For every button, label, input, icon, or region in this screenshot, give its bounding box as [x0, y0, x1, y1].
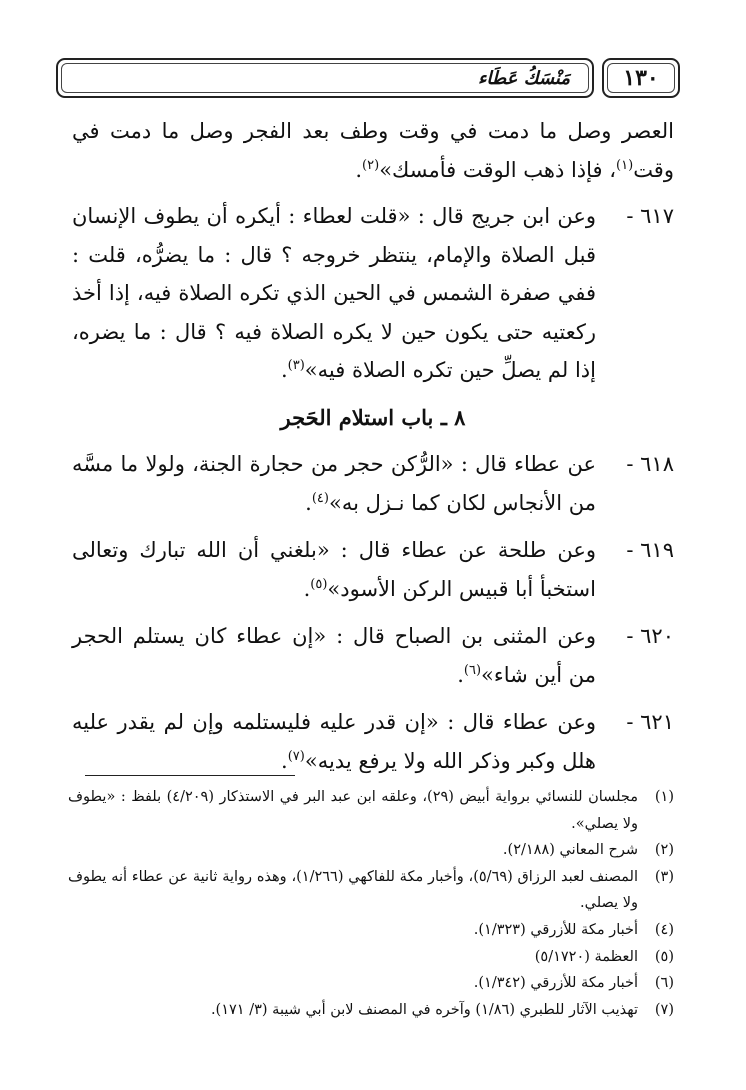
- entry-text: وعن عطاء قال : «إن قدر عليه فليستلمه وإن لم يقدر عليه هلل وكبر وذكر الله ولا يرفع يديه»$^{(٧)}$.: [72, 710, 596, 773]
- entry-618: [72, 445, 674, 522]
- footnote-divider: [85, 775, 295, 776]
- footnote-number: (٤): [654, 921, 674, 938]
- footnote-1: [68, 784, 674, 837]
- footnote-text: أخبار مكة للأزرقي (١/٣٢٣).: [473, 921, 638, 938]
- footnote-ref: (١): [616, 157, 634, 173]
- entry-text: وعن ابن جريج قال : «قلت لعطاء : أيكره أن يطوف الإنسان قبل الصلاة والإمام، ينتظر خروجه ؟ قال : ما يضرُّه، قلت : ففي صفرة الشمس في الحين الذي تكره الصلاة فيه، إذا أخذ ركعتيه حتى يكون حين لا يكره الصلاة فيه ؟ قال : ما يضره، إذا لم يصلِّ حين تكره الصلاة فيه»$^{(٣)}$.: [72, 204, 596, 382]
- footnote-ref: (٦): [463, 662, 482, 678]
- entry-617: [72, 197, 674, 390]
- entry-number: ٦١٩ -: [626, 538, 674, 562]
- footnote-ref: (٢): [362, 157, 380, 173]
- chapter-title: ٨ ـ باب استلام الحَجر: [280, 404, 466, 430]
- footnote-number: (٧): [654, 1001, 674, 1018]
- footnotes: [68, 784, 674, 1023]
- entry-text: وعن المثنى بن الصباح قال : «إن عطاء كان يستلم الحجر من أين شاء»$^{(٦)}$.: [72, 624, 596, 687]
- page-header: [56, 58, 680, 100]
- footnote-number: (١): [654, 789, 674, 805]
- footnote-text: تهذيب الآثار للطبري (١/٨٦) وآخره في المصنف لابن أبي شيبة (٣/ ١٧١).: [210, 1001, 638, 1018]
- entry-619: [72, 531, 674, 608]
- footnote-ref: (٣): [287, 358, 305, 373]
- footnote-text: شرح المعاني (٢/١٨٨).: [502, 842, 638, 859]
- footnote-number: (٥): [654, 948, 674, 965]
- page-number: ١٣٠: [623, 65, 659, 91]
- running-title-box: [56, 58, 594, 98]
- entry-text: وعن طلحة عن عطاء قال : «بلغني أن الله تبارك وتعالى استخبأ أبا قبيس الركن الأسود»$^{(٥)}$.: [72, 538, 596, 601]
- footnote-ref: (٥): [310, 576, 328, 592]
- entry-number: ٦١٨ -: [626, 452, 674, 476]
- page-number-box: [602, 58, 680, 98]
- footnote-5: [68, 944, 674, 971]
- entry-621: [72, 703, 674, 780]
- footnote-number: (٢): [654, 842, 674, 859]
- continued-paragraph: العصر وصل ما دمت في وقت وطف بعد الفجر وصل ما دمت في وقت$^{(١)}$، فإذا ذهب الوقت فأمسك»$^{(٢)}$.: [72, 119, 674, 182]
- footnote-3: [68, 864, 674, 917]
- entry-number: ٦٢١ -: [626, 710, 674, 734]
- running-title: مَنْسَكُ عَطَاء: [477, 67, 570, 89]
- entry-number: ٦٢٠ -: [626, 624, 674, 648]
- footnote-ref: (٤): [311, 490, 329, 506]
- main-text: [72, 112, 674, 789]
- footnote-6: [68, 970, 674, 997]
- footnote-ref: (٧): [287, 748, 305, 764]
- footnote-2: [68, 837, 674, 864]
- footnote-number: (٣): [654, 868, 674, 885]
- footnote-7: [68, 997, 674, 1024]
- entry-text: عن عطاء قال : «الرُّكن حجر من حجارة الجنة، ولولا ما مسَّه من الأنجاس لكان كما نـزل به»$^{(٤)}$.: [72, 452, 596, 515]
- entry-620: [72, 617, 674, 694]
- footnote-text: المصنف لعبد الرزاق (٥/٦٩)، وأخبار مكة للفاكهي (١/٢٦٦)، وهذه رواية ثانية عن عطاء أنه يطوف ولا يصلي.: [68, 868, 639, 912]
- footnote-text: العظمة (٥/١٧٢٠): [534, 948, 638, 965]
- footnote-4: [68, 917, 674, 944]
- footnote-number: (٦): [654, 975, 674, 992]
- footnote-text: مجلسان للنسائي برواية أبيض (٢٩)، وعلقه ابن عبد البر في الاستذكار (٤/٢٠٩) بلفظ : «يطوف ولا يصلي».: [68, 789, 638, 832]
- entry-number: ٦١٧ -: [626, 204, 674, 228]
- footnote-text: أخبار مكة للأزرقي (١/٣٤٢).: [473, 975, 638, 992]
